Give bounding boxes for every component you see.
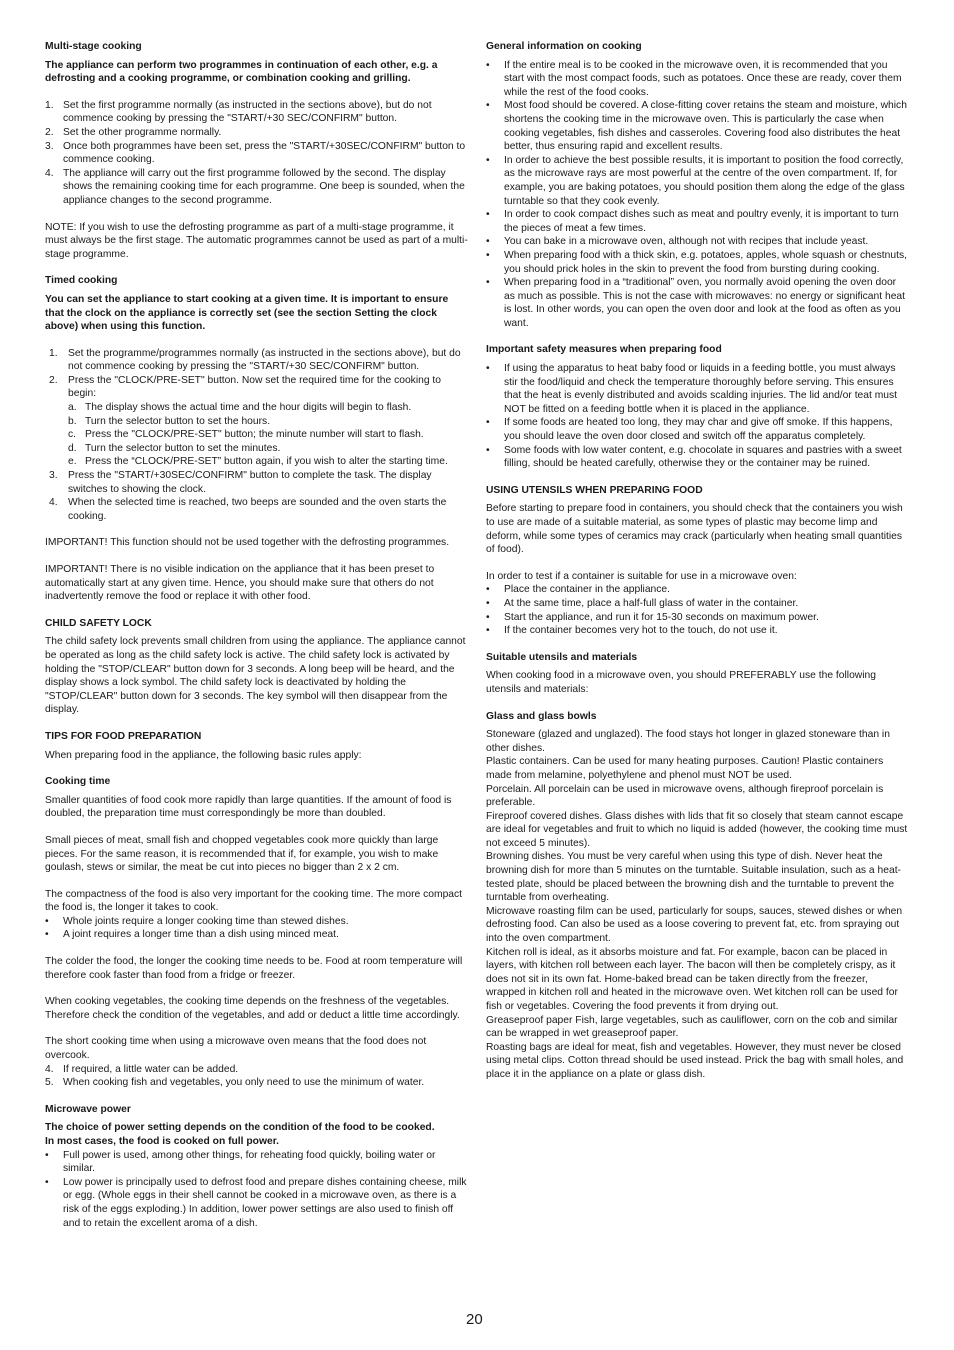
list-item: • At the same time, place a half-full glass of water in the container. — [486, 597, 909, 611]
list-item: • In order to achieve the best possible results, it is important to position the food correctly, as the microwave rays are most powerful at the centre of the oven compartment. If, for example, you are baking potatoes, you should position them along the edge of the glass turntable so that they cook evenly. — [486, 154, 909, 208]
power-bullets — [45, 1149, 468, 1231]
timed-steps — [45, 347, 468, 524]
glass-line: Porcelain. All porcelain can be used in microwave ovens, although fireproof porcelain is preferable. — [486, 783, 884, 809]
cooking-time-steps — [45, 1063, 468, 1090]
section-heading-cooking-time: Cooking time — [45, 776, 111, 788]
glass-line: Roasting bags are ideal for meat, fish and vegetables. However, they must never be closed using metal clips. Cotton thread should be used instead. Prick the bag with small holes, and place it in the appliance on a plate or glass dish. — [486, 1041, 904, 1080]
glass-line: Plastic containers. Can be used for many heating purposes. Caution! Plastic containers made from melamine, polyethylene and phenol must NOT be used. — [486, 756, 884, 781]
list-item: • If some foods are heated too long, they may char and give off smoke. If this happens, you should leave the oven door closed and switch off the apparatus completely. — [486, 416, 909, 443]
power-bold-2: In most cases, the food is cooked on full power. — [45, 1136, 280, 1147]
section-heading-safety: Important safety measures when preparing food — [486, 344, 722, 356]
list-item: 2. Press the "CLOCK/PRE-SET" button. Now set the required time for the cooking to begin: a. The display shows the actual time and the hour digits will begin to flash. b. Turn the selector button to set the hours. c. Press the "CLOCK/PRE-SET" button; the minute number will start to flash. d. Turn the selector button to set the minutes. e. Press the “CLOCK/PRE-SET” button again, if you wish to alter the starting time. — [45, 374, 468, 469]
multistage-steps — [45, 99, 468, 208]
section-heading-suitable: Suitable utensils and materials — [486, 651, 638, 663]
glass-line: Microwave roasting film can be used, particularly for soups, sauces, stewed dishes or when defrosting food. Can also be used as a loose covering to prevent fat, etc. from spraying out into the oven compartment. — [486, 905, 903, 945]
list-item: • If using the apparatus to heat baby food or liquids in a feeding bottle, you must always stir the food/liquid and check the temperature thoroughly before serving. This ensures that the heat is evenly distributed and avoids scalding injuries. The lid and/or teat must NOT be fitted on a feeding bottle when it is placed in the appliance. — [486, 362, 909, 416]
section-heading-general: General information on cooking — [486, 41, 642, 52]
list-item: 4. When the selected time is reached, two beeps are sounded and the oven starts the cooking. — [49, 497, 447, 522]
cooking-time-p1: Smaller quantities of food cook more rapidly than large quantities. If the amount of food is doubled, the preparation time must correspondingly be more than doubled. — [45, 794, 452, 820]
section-heading-glass: Glass and glass bowls — [486, 710, 597, 722]
child-lock-text: The child safety lock prevents small children from using the appliance. The appliance cannot be operated as long as the child safety lock is active. The child safety lock is activated by holding the "STOP/CLEAR" button down for 3 seconds. A long beep will be heard, and the display shows a lock symbol. The child safety lock is deactivated by holding the "STOP/CLEAR" button down for 3 seconds. The key symbol will then disappear from the display. — [45, 636, 466, 716]
right-column — [486, 40, 909, 1082]
list-item: d. Turn the selector button to set the minutes. — [68, 442, 281, 454]
timed-intro: You can set the appliance to start cooking at a given time. It is important to ensure that the clock on the appliance is correctly set (see the section Setting the clock above) when using this function. — [45, 293, 449, 333]
list-item: • Whole joints require a longer cooking time than stewed dishes. — [45, 915, 468, 929]
list-item: b. Turn the selector button to set the hours. — [68, 415, 271, 427]
cooking-time-bullets — [45, 915, 468, 942]
list-item: 4. If required, a little water can be added. — [45, 1063, 239, 1075]
list-item: 3. Press the "START/+30SEC/CONFIRM" button to complete the task. The display switches to showing the clock. — [49, 470, 432, 495]
section-heading-tips: TIPS FOR FOOD PREPARATION — [45, 730, 202, 742]
cooking-time-p5: When cooking vegetables, the cooking time depends on the freshness of the vegetables. Therefore check the condition of the vegetables, and add or deduct a little time accordingly. — [45, 996, 460, 1021]
glass-line: Greaseproof paper Fish, large vegetables, such as cauliflower, corn on the cob and similar can be wrapped in wet greaseproof paper. — [486, 1014, 898, 1040]
section-heading-multistage: Multi-stage cooking — [45, 41, 142, 52]
cooking-time-p3: The compactness of the food is also very important for the cooking time. The more compact the food is, the longer it takes to cook. — [45, 888, 463, 914]
left-column — [45, 40, 468, 1230]
list-item: e. Press the “CLOCK/PRE-SET” button again, if you wish to alter the starting time. — [68, 456, 448, 468]
list-item: a. The display shows the actual time and the hour digits will begin to flash. — [68, 402, 412, 414]
tips-intro: When preparing food in the appliance, the following basic rules apply: — [45, 749, 362, 761]
cooking-time-p6: The short cooking time when using a microwave oven means that the food does not overcook. — [45, 1036, 427, 1062]
multistage-intro: The appliance can perform two programmes in continuation of each other, e.g. a defrosting and a cooking programme, or combination cooking and grilling. — [45, 59, 438, 85]
list-item: 2. Set the other programme normally. — [45, 126, 222, 138]
section-heading-child-lock: CHILD SAFETY LOCK — [45, 617, 152, 629]
utensils-p2: In order to test if a container is suitable for use in a microwave oven: — [486, 570, 797, 582]
list-item: • Some foods with low water content, e.g. chocolate in squares and pastries with a sweet filling, should be heated carefully, otherwise they or the container may be ruined. — [486, 444, 909, 471]
cooking-time-p2: Small pieces of meat, small fish and chopped vegetables cook more quickly than large pieces. For the same reason, it is recommended that if, for example, you wish to make goulash, stews or similar, the meat be cut into pieces no bigger than 2 x 2 cm. — [45, 834, 439, 874]
list-item: • Most food should be covered. A close-fitting cover retains the steam and moisture, which shortens the cooking time in the microwave oven. This is particularly the case when cooking vegetables, fish dishes and casseroles. Covering food also distributes the heat better, thus ensuring rapid and excellent results. — [486, 99, 909, 153]
list-item: • If the container becomes very hot to the touch, do not use it. — [486, 624, 909, 638]
utensils-bullets — [486, 583, 909, 637]
list-item: • Full power is used, among other things, for reheating food quickly, boiling water or similar. — [45, 1149, 468, 1176]
list-item: • If the entire meal is to be cooked in the microwave oven, it is recommended that you start with the most compact foods, such as potatoes. Once these are ready, cover them while the rest of the food cooks. — [486, 59, 909, 100]
list-item: • Start the appliance, and run it for 15-30 seconds on maximum power. — [486, 611, 909, 625]
glass-line: Kitchen roll is ideal, as it absorbs moisture and fat. For example, bacon can be placed in layers, with kitchen roll between each layer. The bacon will then be completely crispy, as it does not sit in its own fat. Home-baked bread can be taken directly from the freezer, wrapped in kitchen roll and heated in the microwave oven. Wet kitchen roll can be used for fish or vegetables. Covering the food prevents it from drying out. — [486, 946, 898, 1012]
list-item: 4. The appliance will carry out the first programme followed by the second. The display shows the remaining cooking time for each programme. One beep is sounded, when the appliance changes to the second programme. — [45, 167, 465, 206]
page-number: 20 — [466, 1311, 483, 1328]
timed-important-1: IMPORTANT! This function should not be used together with the defrosting programmes. — [45, 537, 450, 549]
section-heading-timed: Timed cooking — [45, 275, 118, 287]
glass-line: Stoneware (glazed and unglazed). The food stays hot longer in glazed stoneware than in other dishes. — [486, 729, 890, 754]
list-item: 3. Once both programmes have been set, press the "START/+30SEC/CONFIRM" button to commence cooking. — [45, 140, 466, 166]
suitable-text: When cooking food in a microwave oven, you should PREFERABLY use the following utensils and materials: — [486, 670, 876, 695]
list-item: • When preparing food with a thick skin, e.g. potatoes, apples, whole squash or chestnuts, you should prick holes in the skin to prevent the food from bursting during cooking. — [486, 249, 909, 276]
list-item: 5. When cooking fish and vegetables, you only need to use the minimum of water. — [45, 1077, 425, 1089]
list-item: • Low power is principally used to defrost food and prepare dishes containing cheese, milk or egg. (Whole eggs in their shell cannot be cooked in a microwave oven, as there is a risk of the eggs exploding.) In addition, lower power settings are also used to finish off and to retain the excellent aroma of a dish. — [45, 1176, 468, 1230]
section-heading-utensils: USING UTENSILS WHEN PREPARING FOOD — [486, 484, 703, 496]
list-item: • Place the container in the appliance. — [486, 583, 909, 597]
list-item: c. Press the "CLOCK/PRE-SET" button; the minute number will start to flash. — [68, 429, 424, 441]
list-item: 1. Set the first programme normally (as instructed in the sections above), but do not commence cooking by pressing the "START/+30 SEC/CONFIRM" button. — [45, 99, 432, 125]
timed-important-2: IMPORTANT! There is no visible indication on the appliance that it has been preset to automatically start at any given time. Hence, you should make sure that others do not inadvertently remove the food or replace it with other food. — [45, 564, 435, 603]
list-item: • When preparing food in a “traditional” oven, you normally avoid opening the oven door as much as possible. This is not the case with microwaves: no energy or significant heat is lost. In other words, you can open the oven door and look at the food as often as you want. — [486, 276, 909, 330]
list-item: • In order to cook compact dishes such as meat and poultry evenly, it is important to turn the pieces of meat a few times. — [486, 208, 909, 235]
glass-line: Fireproof covered dishes. Glass dishes with lids that fit so closely that steam cannot escape are ideal for vegetables and fruit to which no liquid is added (however, the cooking time must not exceed 5 minutes). — [486, 810, 908, 849]
section-heading-power: Microwave power — [45, 1103, 131, 1115]
cooking-time-p4: The colder the food, the longer the cooking time needs to be. Food at room temperature will therefore cook faster than food from a fridge or freezer. — [45, 956, 463, 981]
safety-bullets — [486, 362, 909, 471]
multistage-note: NOTE: If you wish to use the defrosting programme as part of a multi-stage programme, it must always be the first stage. The automatic programmes cannot be used as part of a multi-stage programme. — [45, 221, 468, 260]
list-item: • A joint requires a longer time than a dish using minced meat. — [45, 928, 468, 942]
list-item: 1. Set the programme/programmes normally (as instructed in the sections above), but do not commence cooking by pressing the "START/+30 SEC/CONFIRM" button. — [49, 347, 461, 373]
power-bold-1: The choice of power setting depends on the condition of the food to be cooked. — [45, 1122, 435, 1134]
timed-substeps — [68, 401, 468, 469]
utensils-p1: Before starting to prepare food in containers, you should check that the containers you wish to use are made of a suitable material, as some types of plastic may become limp and deform, while some types of ceramics may crack (particularly when heating small quantities of food). — [486, 503, 903, 556]
glass-line: Browning dishes. You must be very careful when using this type of dish. Never heat the browning dish for more than 5 minutes on the turntable. Suitable insulation, such as a heat-tested plate, should be placed between the browning dish and the turntable to prevent the turntable from overheating. — [486, 851, 901, 904]
general-bullets — [486, 59, 909, 331]
list-item: • You can bake in a microwave oven, although not with recipes that include yeast. — [486, 235, 909, 249]
